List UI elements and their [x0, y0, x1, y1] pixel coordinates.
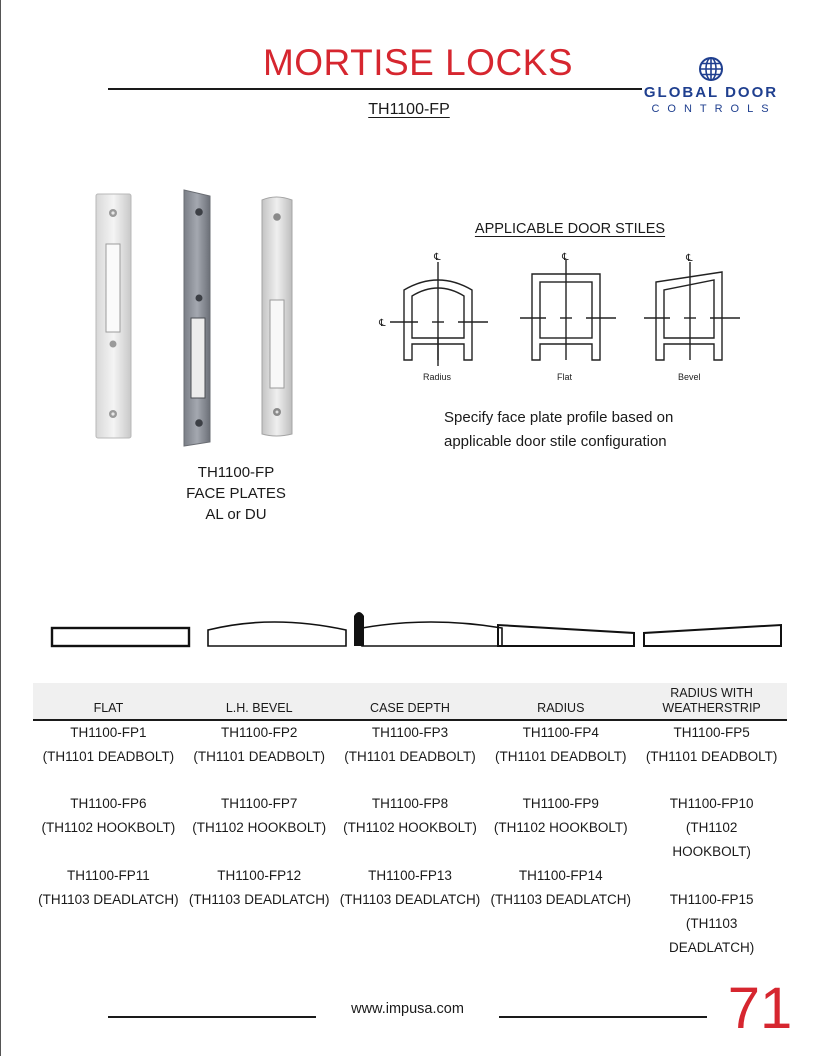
logo-text-primary: GLOBAL DOOR — [643, 84, 779, 101]
model-number: TH1100-FP3 — [371, 725, 449, 740]
lock-type: DEADLATCH) — [668, 940, 755, 955]
model-number: TH1100-FP4 — [522, 725, 599, 740]
table-cell — [485, 864, 636, 960]
model-number: TH1100-FP9 — [522, 796, 599, 811]
header-flat: FLAT — [33, 683, 184, 720]
model-number: TH1100-FP8 — [371, 796, 449, 811]
weatherstrip-fin — [354, 612, 364, 646]
table-cell — [33, 864, 184, 960]
lock-type: (TH1102 HOOKBOLT) — [192, 820, 327, 835]
model-number: TH1100-FP1 — [70, 725, 147, 740]
row-spacer — [33, 769, 787, 792]
model-number: TH1100-FP15 — [669, 892, 754, 907]
face-plate-flat — [96, 194, 131, 438]
stile-flat — [520, 260, 616, 360]
page-number: 71 — [727, 976, 793, 1041]
model-number: TH1100-FP7 — [221, 796, 298, 811]
header-radius-weatherstrip — [636, 683, 787, 720]
stile-radius — [390, 262, 488, 366]
stile-label-flat: Flat — [557, 372, 573, 382]
profile-flat — [52, 628, 189, 646]
table-cell — [335, 864, 486, 960]
header-radius: RADIUS — [485, 683, 636, 720]
centerline-symbol: ℄ — [562, 252, 569, 263]
table-cell — [33, 792, 184, 864]
table-row — [33, 792, 787, 864]
lock-type: (TH1101 DEADBOLT) — [42, 749, 175, 764]
stile-note-line: Specify face plate profile based on — [444, 409, 674, 426]
table-cell — [184, 720, 335, 769]
face-plate-radius — [262, 197, 292, 436]
table-row — [33, 864, 787, 960]
lock-type: (TH1103 — [685, 916, 738, 931]
model-number: TH1100-FP11 — [67, 868, 150, 883]
model-number: TH1100-FP14 — [518, 868, 603, 883]
centerline-symbol: ℄ — [686, 253, 693, 264]
model-number: TH1100-FP2 — [221, 725, 298, 740]
footer-url[interactable]: www.impusa.com — [351, 1001, 464, 1017]
table-cell — [184, 864, 335, 960]
stile-note — [444, 406, 764, 454]
caption-line-finish: AL or DU — [205, 506, 267, 523]
table-cell — [636, 792, 787, 864]
globe-icon — [698, 56, 724, 82]
face-plate-bevel — [184, 190, 210, 446]
table-cell — [335, 792, 486, 864]
lock-type: HOOKBOLT) — [672, 844, 751, 859]
model-number: TH1100-FP12 — [217, 868, 302, 883]
caption-line-desc: FACE PLATES — [186, 485, 286, 502]
header-case-depth: CASE DEPTH — [335, 683, 486, 720]
lock-type: (TH1103 DEADLATCH) — [38, 892, 179, 907]
footer-rule — [108, 1016, 316, 1018]
lock-type: (TH1103 DEADLATCH) — [490, 892, 632, 907]
table-cell — [335, 720, 486, 769]
stile-note-line: applicable door stile configuration — [444, 433, 667, 450]
model-number: TH1100-FP5 — [673, 725, 750, 740]
table-row — [33, 720, 787, 769]
centerline-symbol: ℄ — [434, 252, 441, 263]
face-plates-image — [90, 186, 330, 448]
left-border — [0, 0, 1, 1056]
lock-type: (TH1101 DEADBOLT) — [344, 749, 476, 764]
title-underline — [108, 88, 642, 90]
table-cell — [636, 864, 787, 960]
lock-type: (TH1102 HOOKBOLT) — [41, 820, 176, 835]
centerline-symbol: ℄ — [379, 318, 386, 329]
table-cell — [33, 720, 184, 769]
logo-text-secondary: CONTROLS — [651, 103, 777, 115]
door-stiles-diagram — [376, 248, 756, 392]
caption-line-model: TH1100-FP — [197, 464, 275, 481]
footer-rule — [499, 1016, 707, 1018]
lock-type: (TH1102 HOOKBOLT) — [343, 820, 477, 835]
stiles-title: APPLICABLE DOOR STILES — [474, 221, 666, 237]
face-plates-caption — [150, 462, 322, 525]
profile-radius — [498, 625, 634, 646]
stile-bevel — [644, 262, 740, 360]
face-plate-table — [33, 683, 787, 960]
lock-type: (TH1103 DEADLATCH) — [339, 892, 481, 907]
model-number: TH1100-FP10 — [669, 796, 754, 811]
header-line: WEATHERSTRIP — [662, 701, 761, 715]
table-cell — [485, 720, 636, 769]
stile-label-radius: Radius — [423, 372, 452, 382]
lock-type: (TH1102 HOOKBOLT) — [493, 820, 628, 835]
header-lh-bevel: L.H. BEVEL — [184, 683, 335, 720]
header-line: RADIUS WITH — [670, 686, 753, 700]
table-cell — [636, 720, 787, 769]
table-cell — [184, 792, 335, 864]
page-title: MORTISE LOCKS — [262, 42, 574, 83]
stile-label-bevel: Bevel — [678, 372, 701, 382]
lock-type: (TH1101 DEADBOLT) — [193, 749, 325, 764]
table-cell — [485, 792, 636, 864]
lock-type: (TH1103 DEADLATCH) — [188, 892, 330, 907]
lock-type: (TH1101 DEADBOLT) — [645, 749, 778, 764]
table-header-row — [33, 683, 787, 720]
profile-case-depth — [362, 622, 502, 646]
page-subtitle: TH1100-FP — [368, 101, 450, 118]
model-number: TH1100-FP6 — [70, 796, 147, 811]
profile-lh-bevel — [208, 622, 346, 646]
company-logo — [640, 56, 782, 115]
profile-radius-weatherstrip — [644, 625, 781, 646]
lock-type: (TH1101 DEADBOLT) — [495, 749, 627, 764]
model-number: TH1100-FP13 — [368, 868, 452, 883]
face-plate-profiles — [40, 600, 790, 656]
lock-type: (TH1102 — [685, 820, 738, 835]
